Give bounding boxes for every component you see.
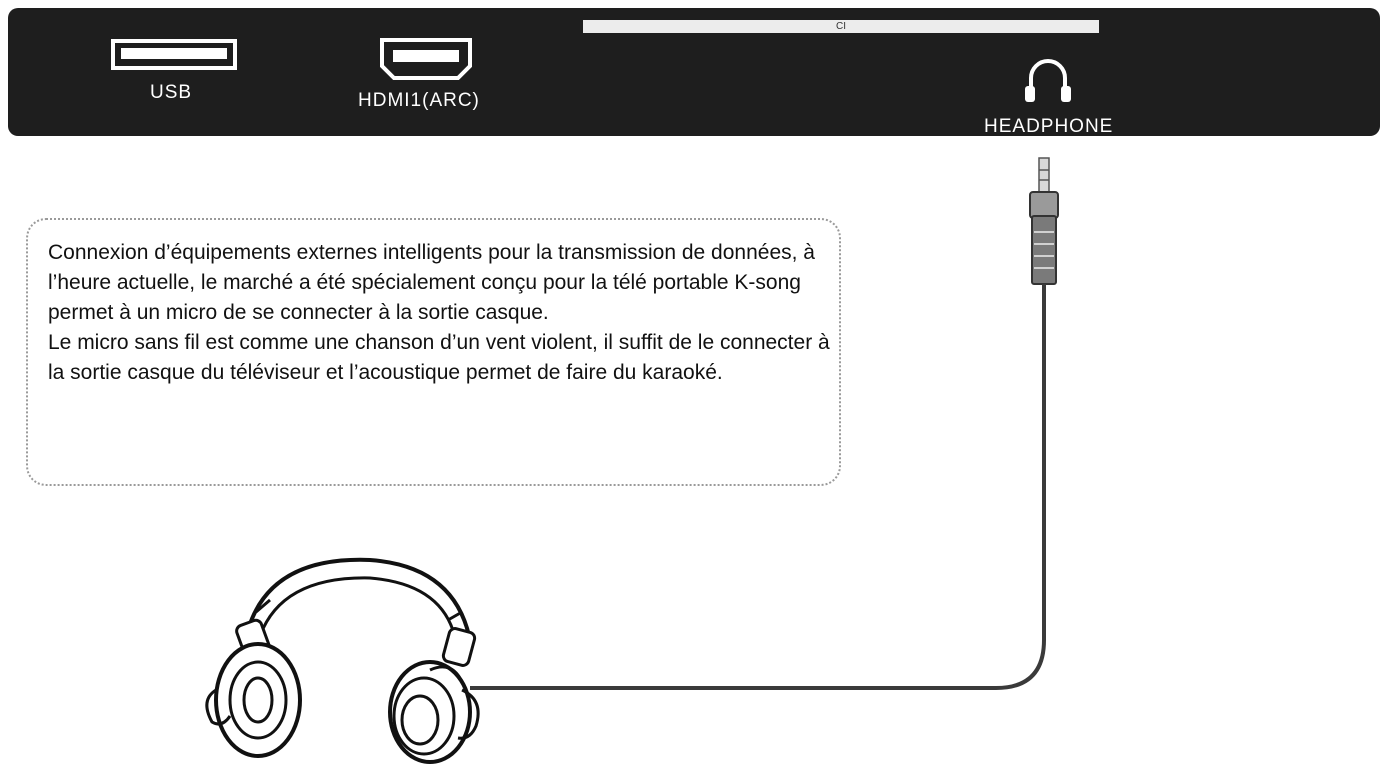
usb-port-icon — [113, 41, 235, 68]
headphone-jack-icon — [1025, 61, 1071, 102]
hdmi-port-icon — [382, 40, 470, 78]
description-text — [48, 238, 838, 388]
usb-label: USB — [150, 82, 193, 103]
hdmi-label: HDMI1(ARC) — [358, 90, 480, 111]
ci-slot — [583, 20, 1099, 33]
ci-label: CI — [836, 21, 846, 32]
headphones-icon — [207, 560, 478, 762]
headphone-plug-icon — [1030, 158, 1058, 284]
description-paragraph-2: Le micro sans fil est comme une chanson d’un vent violent, il suffit de le connecter à la sortie casque du téléviseur et l’acoustique permet de faire du karaoké. — [48, 331, 830, 384]
description-paragraph-1: Connexion d’équipements externes intelligents pour la transmission de données, à l’heure actuelle, le marché a été spécialement conçu pour la télé portable K-song permet à un micro de se connecter à la sortie casque. — [48, 241, 815, 324]
headphone-label: HEADPHONE — [984, 116, 1114, 137]
